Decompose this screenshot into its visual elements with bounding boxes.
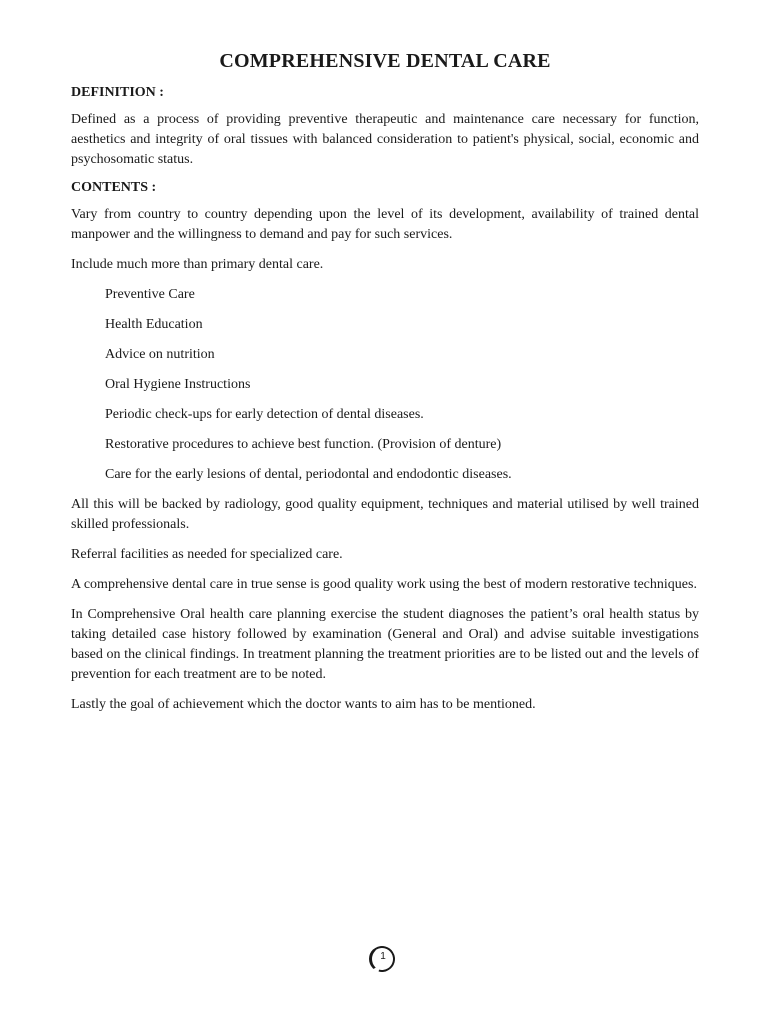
list-item: Health Education [105,317,203,332]
definition-text: Defined as a process of providing preventive therapeutic and maintenance care necessary for function, aesthetics and integrity of oral tissues with balanced consideration to patient's physical, social, economic and psychosomatic status. [71,112,699,167]
list-item: Periodic check-ups for early detection of dental diseases. [105,407,424,422]
list-item: Care for the early lesions of dental, periodontal and endodontic diseases. [105,467,512,482]
definition-heading: DEFINITION : [71,85,164,100]
paragraph-backing: All this will be backed by radiology, good quality equipment, techniques and material utilised by well trained skilled professionals. [71,497,699,532]
page-title: COMPREHENSIVE DENTAL CARE [219,50,551,72]
paragraph-comprehensive: A comprehensive dental care in true sense is good quality work using the best of modern restorative techniques. [71,577,697,592]
list-item: Advice on nutrition [105,347,215,362]
list-item: Oral Hygiene Instructions [105,377,251,392]
contents-include: Include much more than primary dental care. [71,257,324,272]
contents-heading: CONTENTS : [71,180,157,195]
page-number: 1 [380,951,386,962]
list-item: Restorative procedures to achieve best function. (Provision of denture) [105,437,502,452]
paragraph-goal: Lastly the goal of achievement which the doctor wants to aim has to be mentioned. [71,697,536,712]
care-list [71,285,699,485]
document-page [71,50,699,725]
paragraph-planning: In Comprehensive Oral health care planning exercise the student diagnoses the patient’s oral health status by taking detailed case history followed by examination (General and Oral) and advise suitable investigations based on the clinical findings. In treatment planning the treatment priorities are to be listed out and the levels of prevention for each treatment are to be noted. [71,607,699,682]
contents-intro: Vary from country to country depending upon the level of its development, availability of trained dental manpower and the willingness to demand and pay for such services. [71,207,699,242]
page-number-badge [369,946,399,976]
list-item: Preventive Care [105,287,195,302]
paragraph-referral: Referral facilities as needed for specialized care. [71,547,343,562]
